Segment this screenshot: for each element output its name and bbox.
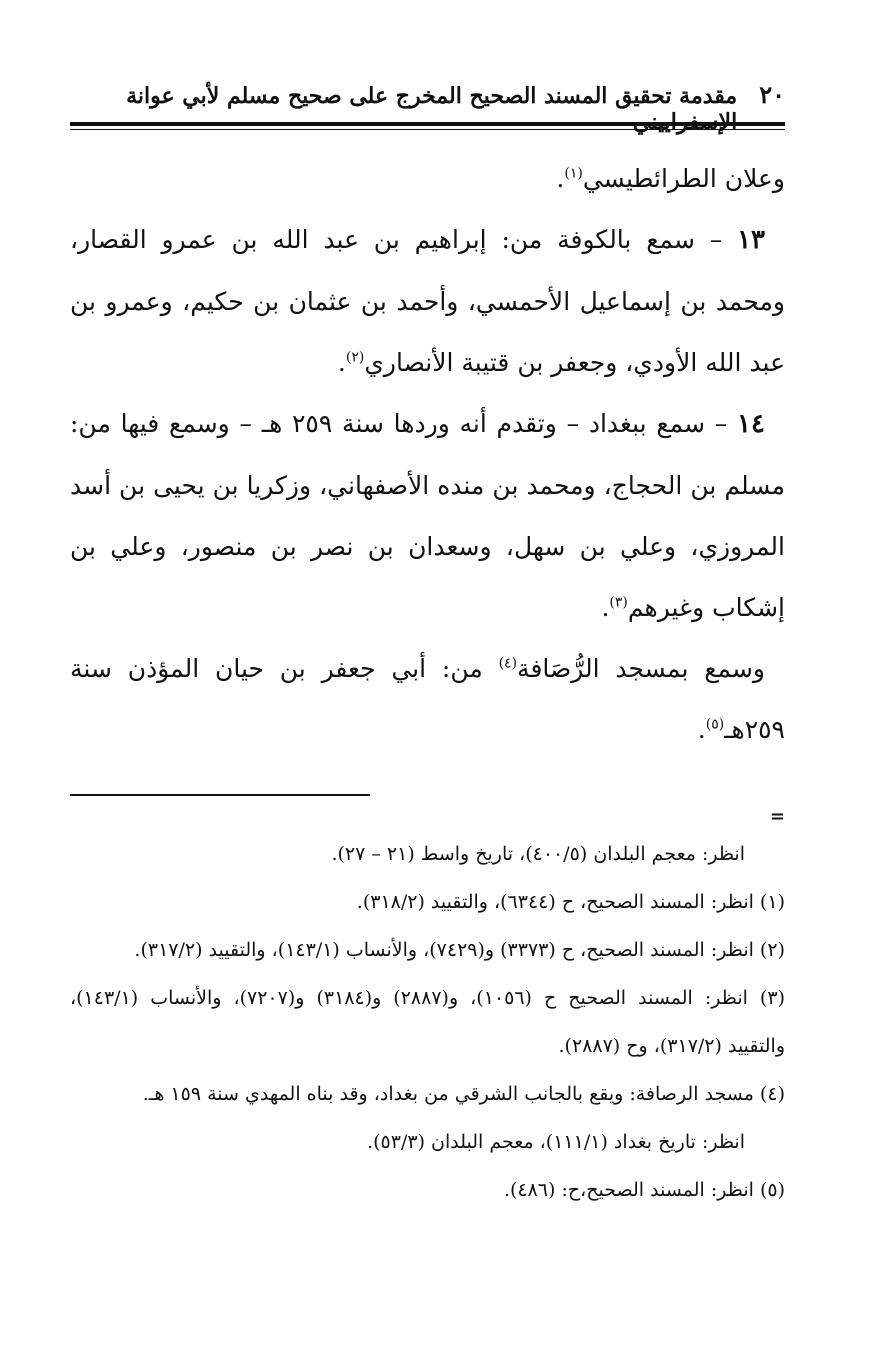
footnotes	[70, 830, 785, 1214]
paragraph-0: وعلان الطرائطيسي$^{(١)}$.	[556, 164, 785, 193]
footnote-continued: انظر: معجم البلدان (٤٠٠/٥)، تاريخ واسط (٢١ – ٢٧).	[331, 843, 745, 865]
paragraph-14: ١٤ – سمع ببغداد – وتقدم أنه وردها سنة ٢٥٩ هـ – وسمع فيها من: مسلم بن الحجاج، ومحمد بن منده الأصفهاني، وزكريا بن يحيى بن أسد المروزي، وعلي بن سهل، وسعدان بن نصر بن منصور، وعلي بن إشكاب وغيرهم$^{(٣)}$.	[70, 409, 785, 622]
footnote-1: (١) انظر: المسند الصحيح، ح (٦٣٤٤)، والتقييد (٣١٨/٢).	[356, 891, 785, 913]
paragraph-13: ١٣ – سمع بالكوفة من: إبراهيم بن عبد الله بن عمرو القصار، ومحمد بن إسماعيل الأحمسي، وأحمد بن عثمان بن حكيم، وعمرو بن عبد الله الأودي، وجعفر بن قتيبة الأنصاري$^{(٢)}$.	[70, 225, 785, 377]
running-header	[70, 80, 785, 135]
page-number: ٢٠	[759, 80, 785, 109]
header-title: مقدمة تحقيق المسند الصحيح المخرج على صحيح مسلم لأبي عوانة الإسفراييني	[126, 83, 738, 135]
footnote-ref-1: (١)	[564, 165, 583, 182]
footnote-continuation-mark: =	[769, 806, 785, 827]
footnote-4: (٤) مسجد الرصافة: ويقع بالجانب الشرقي من بغداد، وقد بناه المهدي سنة ١٥٩ هـ.	[142, 1083, 785, 1105]
footnote-ref-4: (٤)	[498, 655, 518, 672]
footnote-separator	[70, 794, 370, 796]
footnote-4-continued: انظر: تاريخ بغداد (١١١/١)، معجم البلدان (٥٣/٣).	[367, 1131, 745, 1153]
footnote-2: (٢) انظر: المسند الصحيح، ح (٣٣٧٣) و(٧٤٢٩)، والأنساب (١٤٣/١)، والتقييد (٣١٧/٢).	[134, 939, 785, 961]
item-number-13: ١٣	[737, 225, 765, 255]
footnote-5: (٥) انظر: المسند الصحيح،ح: (٤٨٦).	[503, 1179, 785, 1201]
page	[70, 80, 785, 1214]
footnote-ref-3: (٣)	[609, 594, 628, 611]
item-number-14: ١٤	[737, 409, 765, 439]
footnote-ref-5: (٥)	[705, 716, 725, 733]
footnote-ref-2: (٢)	[345, 349, 365, 366]
body-text	[70, 148, 785, 760]
paragraph-rusafa: وسمع بمسجد الرُّصَافة$^{(٤)}$ من: أبي جعفر بن حيان المؤذن سنة ٢٥٩هـ$^{(٥)}$.	[70, 654, 785, 744]
footnote-3: (٣) انظر: المسند الصحيح ح (١٠٥٦)، و(٢٨٨٧) و(٣١٨٤) و(٧٢٠٧)، والأنساب (١٤٣/١)، والتقييد (٣١٧/٢)، وح (٢٨٨٧).	[70, 987, 785, 1057]
